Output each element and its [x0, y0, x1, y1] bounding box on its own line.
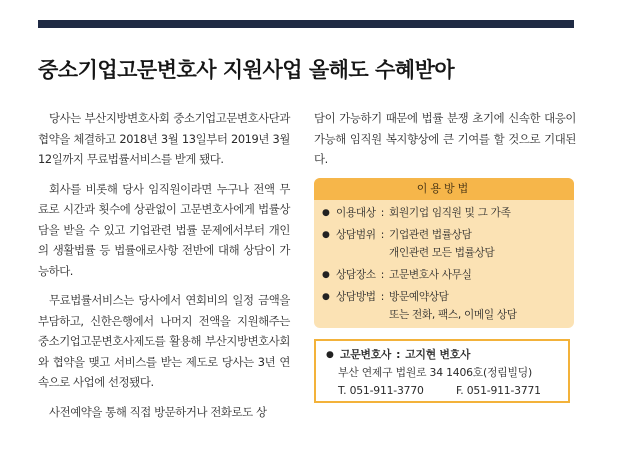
usage-info-value: 기업관련 법률상담 [389, 229, 472, 241]
body-paragraph: 사전예약을 통해 직접 방문하거나 전화로도 상 [49, 404, 267, 419]
label-separator: : [396, 348, 401, 361]
contact-address: 부산 연제구 법원로 34 1406호(정림빌딩) [338, 366, 532, 379]
contact-title [326, 346, 568, 364]
usage-info-label: 상담방법 [336, 291, 376, 303]
usage-info-title: 이용방법 [314, 178, 574, 200]
usage-info-label: 상담장소 [336, 269, 376, 281]
label-separator: : [380, 229, 385, 241]
article-headline: 중소기업고문변호사 지원사업 올해도 수혜받아 [38, 58, 455, 82]
usage-info-list [314, 200, 574, 324]
body-paragraph: 회사를 비롯해 당사 임직원이라면 누구나 전액 무료로 시간과 횟수에 상관없이 고문변호사에게 법률상담을 받을 수 있고 기업관련 법률 문제에서부터 개인의 생활법률 등 법률애로사항 전반에 대해 상담이 가능하다. [38, 181, 290, 278]
usage-info-label: 이용대상 [336, 207, 376, 219]
contact-lawyer-name: 고지현 변호사 [405, 348, 471, 361]
label-separator: : [380, 269, 385, 281]
usage-info-item [322, 204, 574, 222]
usage-info-item [322, 288, 574, 324]
bullet-icon: ● [322, 292, 330, 302]
label-separator: : [380, 207, 385, 219]
article-body-right-column [314, 108, 576, 179]
usage-info-values [389, 226, 494, 262]
usage-info-box [314, 178, 574, 328]
contact-title-label: 고문변호사 [340, 348, 392, 361]
usage-info-value: 방문예약상담 [389, 291, 449, 303]
usage-info-values [389, 266, 472, 284]
contact-phone: T. 051-911-3770 [338, 384, 424, 397]
lawyer-contact-box [314, 339, 570, 403]
usage-info-value: 회원기업 임직원 및 그 가족 [389, 207, 511, 219]
contact-numbers [326, 382, 568, 400]
usage-info-values [389, 288, 517, 324]
top-divider-bar [38, 20, 574, 28]
bullet-icon: ● [322, 230, 330, 240]
body-paragraph: 무료법률서비스는 당사에서 연회비의 일정 금액을 부담하고, 신한은행에서 나머지 전액을 지원해주는 중소기업고문변호사제도를 활용해 부산지방변호사회와 협약을 맺고 서비스를 받는 제도로 당사는 3년 연속으로 사업에 선정됐다. [38, 293, 290, 389]
bullet-icon: ● [322, 208, 330, 218]
usage-info-label: 상담범위 [336, 229, 376, 241]
body-paragraph: 담이 가능하기 때문에 법률 분쟁 초기에 신속한 대응이 가능해 임직원 복지향상에 큰 기여를 할 것으로 기대된다. [314, 111, 576, 166]
usage-info-value: 고문변호사 사무실 [389, 269, 472, 281]
bullet-icon: ● [326, 350, 334, 360]
usage-info-values [389, 204, 511, 222]
body-paragraph: 당사는 부산지방변호사회 중소기업고문변호사단과 협약을 체결하고 2018년 3월 13일부터 2019년 3월 12일까지 무료법률서비스를 받게 됐다. [38, 111, 290, 166]
usage-info-item [322, 266, 574, 284]
usage-info-value: 개인관련 모든 법률상담 [389, 247, 495, 259]
contact-fax: F. 051-911-3771 [456, 384, 541, 397]
article-body-left-column [38, 108, 290, 431]
label-separator: : [380, 291, 385, 303]
bullet-icon: ● [322, 270, 330, 280]
usage-info-value: 또는 전화, 팩스, 이메일 상담 [389, 309, 517, 321]
usage-info-item [322, 226, 574, 262]
